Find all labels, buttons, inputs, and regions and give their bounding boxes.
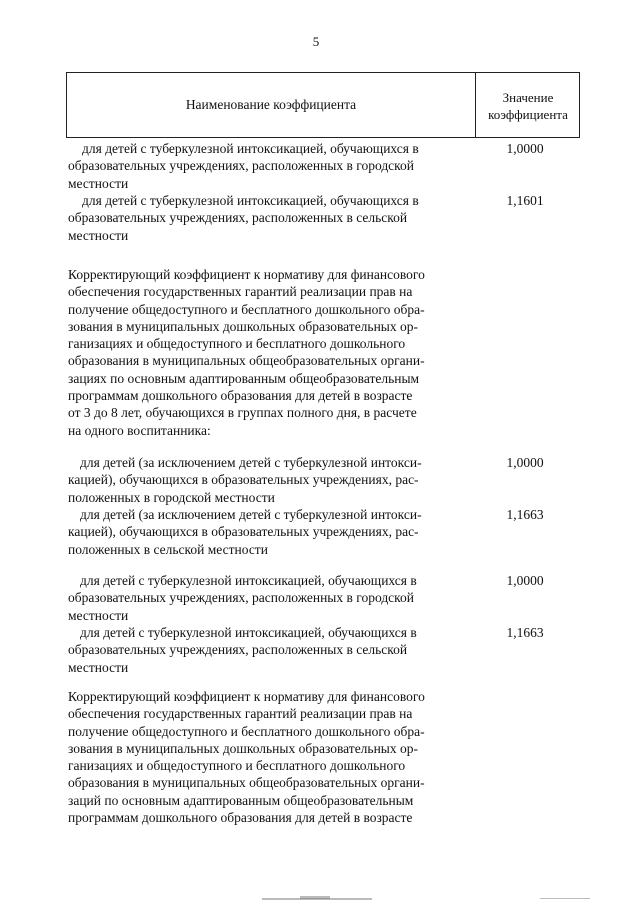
paragraph-line: Корректирующий коэффициент к нормативу для финансового [68,689,425,704]
row-value: 1,0000 [506,573,544,588]
paragraph-line: зования в муниципальных дошкольных образовательных ор- [68,318,418,334]
page-number: 5 [312,34,320,49]
row-description [68,140,470,192]
row-line: местности [68,227,129,243]
row-value: 1,0000 [506,455,544,470]
paragraph-line: образования в муниципальных общеобразовательных органи- [68,353,425,369]
column-divider [475,73,476,137]
row-line: положенных в сельской местности [68,541,268,557]
row-line: для детей (за исключением детей с туберкулезной интокси- [80,507,422,522]
row-line: местности [68,659,129,675]
row-line: местности [68,175,129,191]
paragraph-line: программам дошкольного образования для детей в возрасте [68,810,413,826]
row-line: кацией), обучающихся в образовательных учреждениях, рас- [68,472,419,488]
paragraph-line: программам дошкольного образования для детей в возрасте [68,388,413,404]
paragraph-line: на одного воспитанника: [68,422,211,438]
header-coefficient-value [477,89,579,123]
table-header [66,72,580,138]
row-value: 1,0000 [506,141,544,156]
header-coefficient-name: Наименование коэффициента [185,97,357,112]
paragraph-line: обеспечения государственных гарантий реализации прав на [68,706,413,722]
paragraph-line: от 3 до 8 лет, обучающихся в группах полного дня, в расчете [68,405,417,421]
paragraph-line: зациях по основным адаптированным общеобразовательным [68,370,420,386]
header-value-line: коэффициента [488,107,568,122]
row-line: образовательных учреждениях, расположенных в сельской [68,642,408,658]
corrective-coefficient-paragraph [68,688,470,826]
row-description [68,624,470,676]
row-line: положенных в городской местности [68,489,275,505]
row-line: для детей с туберкулезной интоксикацией, обучающихся в [80,573,417,588]
row-line: для детей с туберкулезной интоксикацией, обучающихся в [80,625,417,640]
paragraph-line: получение общедоступного и бесплатного дошкольного обра- [68,723,425,739]
row-description [68,454,470,506]
paragraph-line: обеспечения государственных гарантий реализации прав на [68,284,413,300]
paragraph-line: образования в муниципальных общеобразовательных органи- [68,775,425,791]
row-value: 1,1601 [506,193,544,208]
row-line: образовательных учреждениях, расположенных в городской [68,590,415,606]
row-value: 1,1663 [506,625,544,640]
row-value: 1,1663 [506,507,544,522]
row-line: кацией), обучающихся в образовательных учреждениях, рас- [68,524,419,540]
row-description [68,506,470,558]
row-description [68,192,470,244]
paragraph-line: Корректирующий коэффициент к нормативу для финансового [68,267,425,282]
row-line: образовательных учреждениях, расположенных в сельской [68,210,408,226]
paragraph-line: зования в муниципальных дошкольных образовательных ор- [68,740,418,756]
paragraph-line: получение общедоступного и бесплатного дошкольного обра- [68,301,425,317]
paragraph-line: ганизациях и общедоступного и бесплатного дошкольного [68,336,406,352]
header-value-line: Значение [502,90,554,105]
paragraph-line: ганизациях и общедоступного и бесплатного дошкольного [68,758,406,774]
row-line: для детей (за исключением детей с туберкулезной интокси- [80,455,422,470]
row-line: местности [68,607,129,623]
paragraph-line: заций по основным адаптированным общеобразовательным [68,792,414,808]
corrective-coefficient-paragraph [68,266,470,439]
row-line: образовательных учреждениях, расположенных в городской [68,158,415,174]
scan-artifact [300,896,330,899]
scan-artifact [540,898,590,899]
row-description [68,572,470,624]
row-line: для детей с туберкулезной интоксикацией, обучающихся в [82,193,419,208]
row-line: для детей с туберкулезной интоксикацией, обучающихся в [82,141,419,156]
